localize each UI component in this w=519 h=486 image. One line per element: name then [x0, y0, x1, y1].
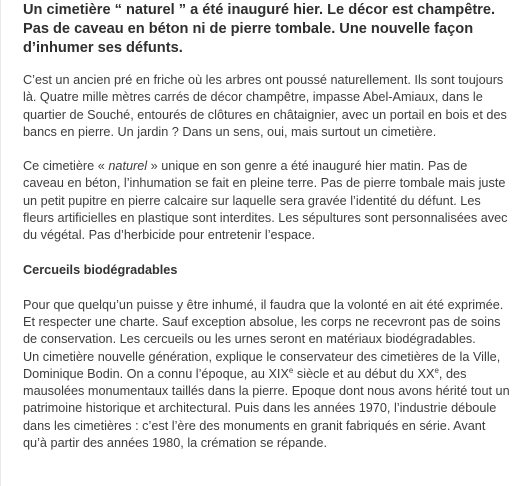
paragraph-2-start: Ce cimetière «: [23, 159, 109, 174]
paragraph-4-part-b: siècle et au début du XX: [293, 366, 435, 381]
paragraph-4: [23, 349, 511, 453]
paragraph-3: Pour que quelqu’un puisse y être inhumé, il faudra que la volonté en ait été exprimée. Et respecter une charte. Sauf exception absolue, les corps ne recevront pas de soins de conservation. Les cercueils ou les urnes seront en matériaux biodégradables.: [23, 297, 504, 347]
paragraph-2-end: » unique en son genre a été inauguré hier matin. Pas de caveau en béton, l’inhumation se fait en pleine terre. Pas de pierre tombale mais juste un petit pupitre en pierre calcaire sur laquelle sera gravée l’identité du défunt. Les fleurs artificielles en plastique sont interdites. Les sépultures sont personnalisées avec du végétal. Pas d’herbicide pour entretenir l’espace.: [23, 159, 508, 243]
superscript-e: e: [288, 365, 294, 375]
article-lead: Un cimetière “ naturel ” a été inauguré hier. Le décor est champêtre. Pas de caveau en béton ni de pierre tombale. Une nouvelle façon d’inhumer ses défunts.: [23, 2, 496, 56]
emphasis-naturel: naturel: [108, 159, 148, 174]
paragraph-1: C’est un ancien pré en friche où les arbres ont poussé naturellement. Ils sont toujours là. Quatre mille mètres carrés de décor champêtre, impasse Abel-Amiaux, dans le quartier de Souché, entourés de clôtures en châtaignier, avec un portail en bois et des bancs en pierre. Un jardin ? Dans un sens, oui, mais surtout un cimetière.: [23, 73, 507, 139]
subheading: Cercueils biodégradables: [23, 262, 178, 277]
paragraph-4-part-a: Un cimetière nouvelle génération, explique le conservateur des cimetières de la Ville, Dominique Bodin. On a connu l’époque, au XIX: [23, 349, 501, 381]
paragraph-4-part-c: , des mausolées monumentaux taillés dans la pierre. Epoque dont nous avons hérité tout un patrimoine historique et architectural. Puis dans les années 1970, l’industrie déboule dans les cimetières : c’est l’ère des monuments en granit fabriqués en série. Avant qu’à partir des années 1980, la crémation se répande.: [23, 366, 510, 451]
superscript-e: e: [434, 365, 439, 375]
paragraph-2: [23, 158, 511, 244]
